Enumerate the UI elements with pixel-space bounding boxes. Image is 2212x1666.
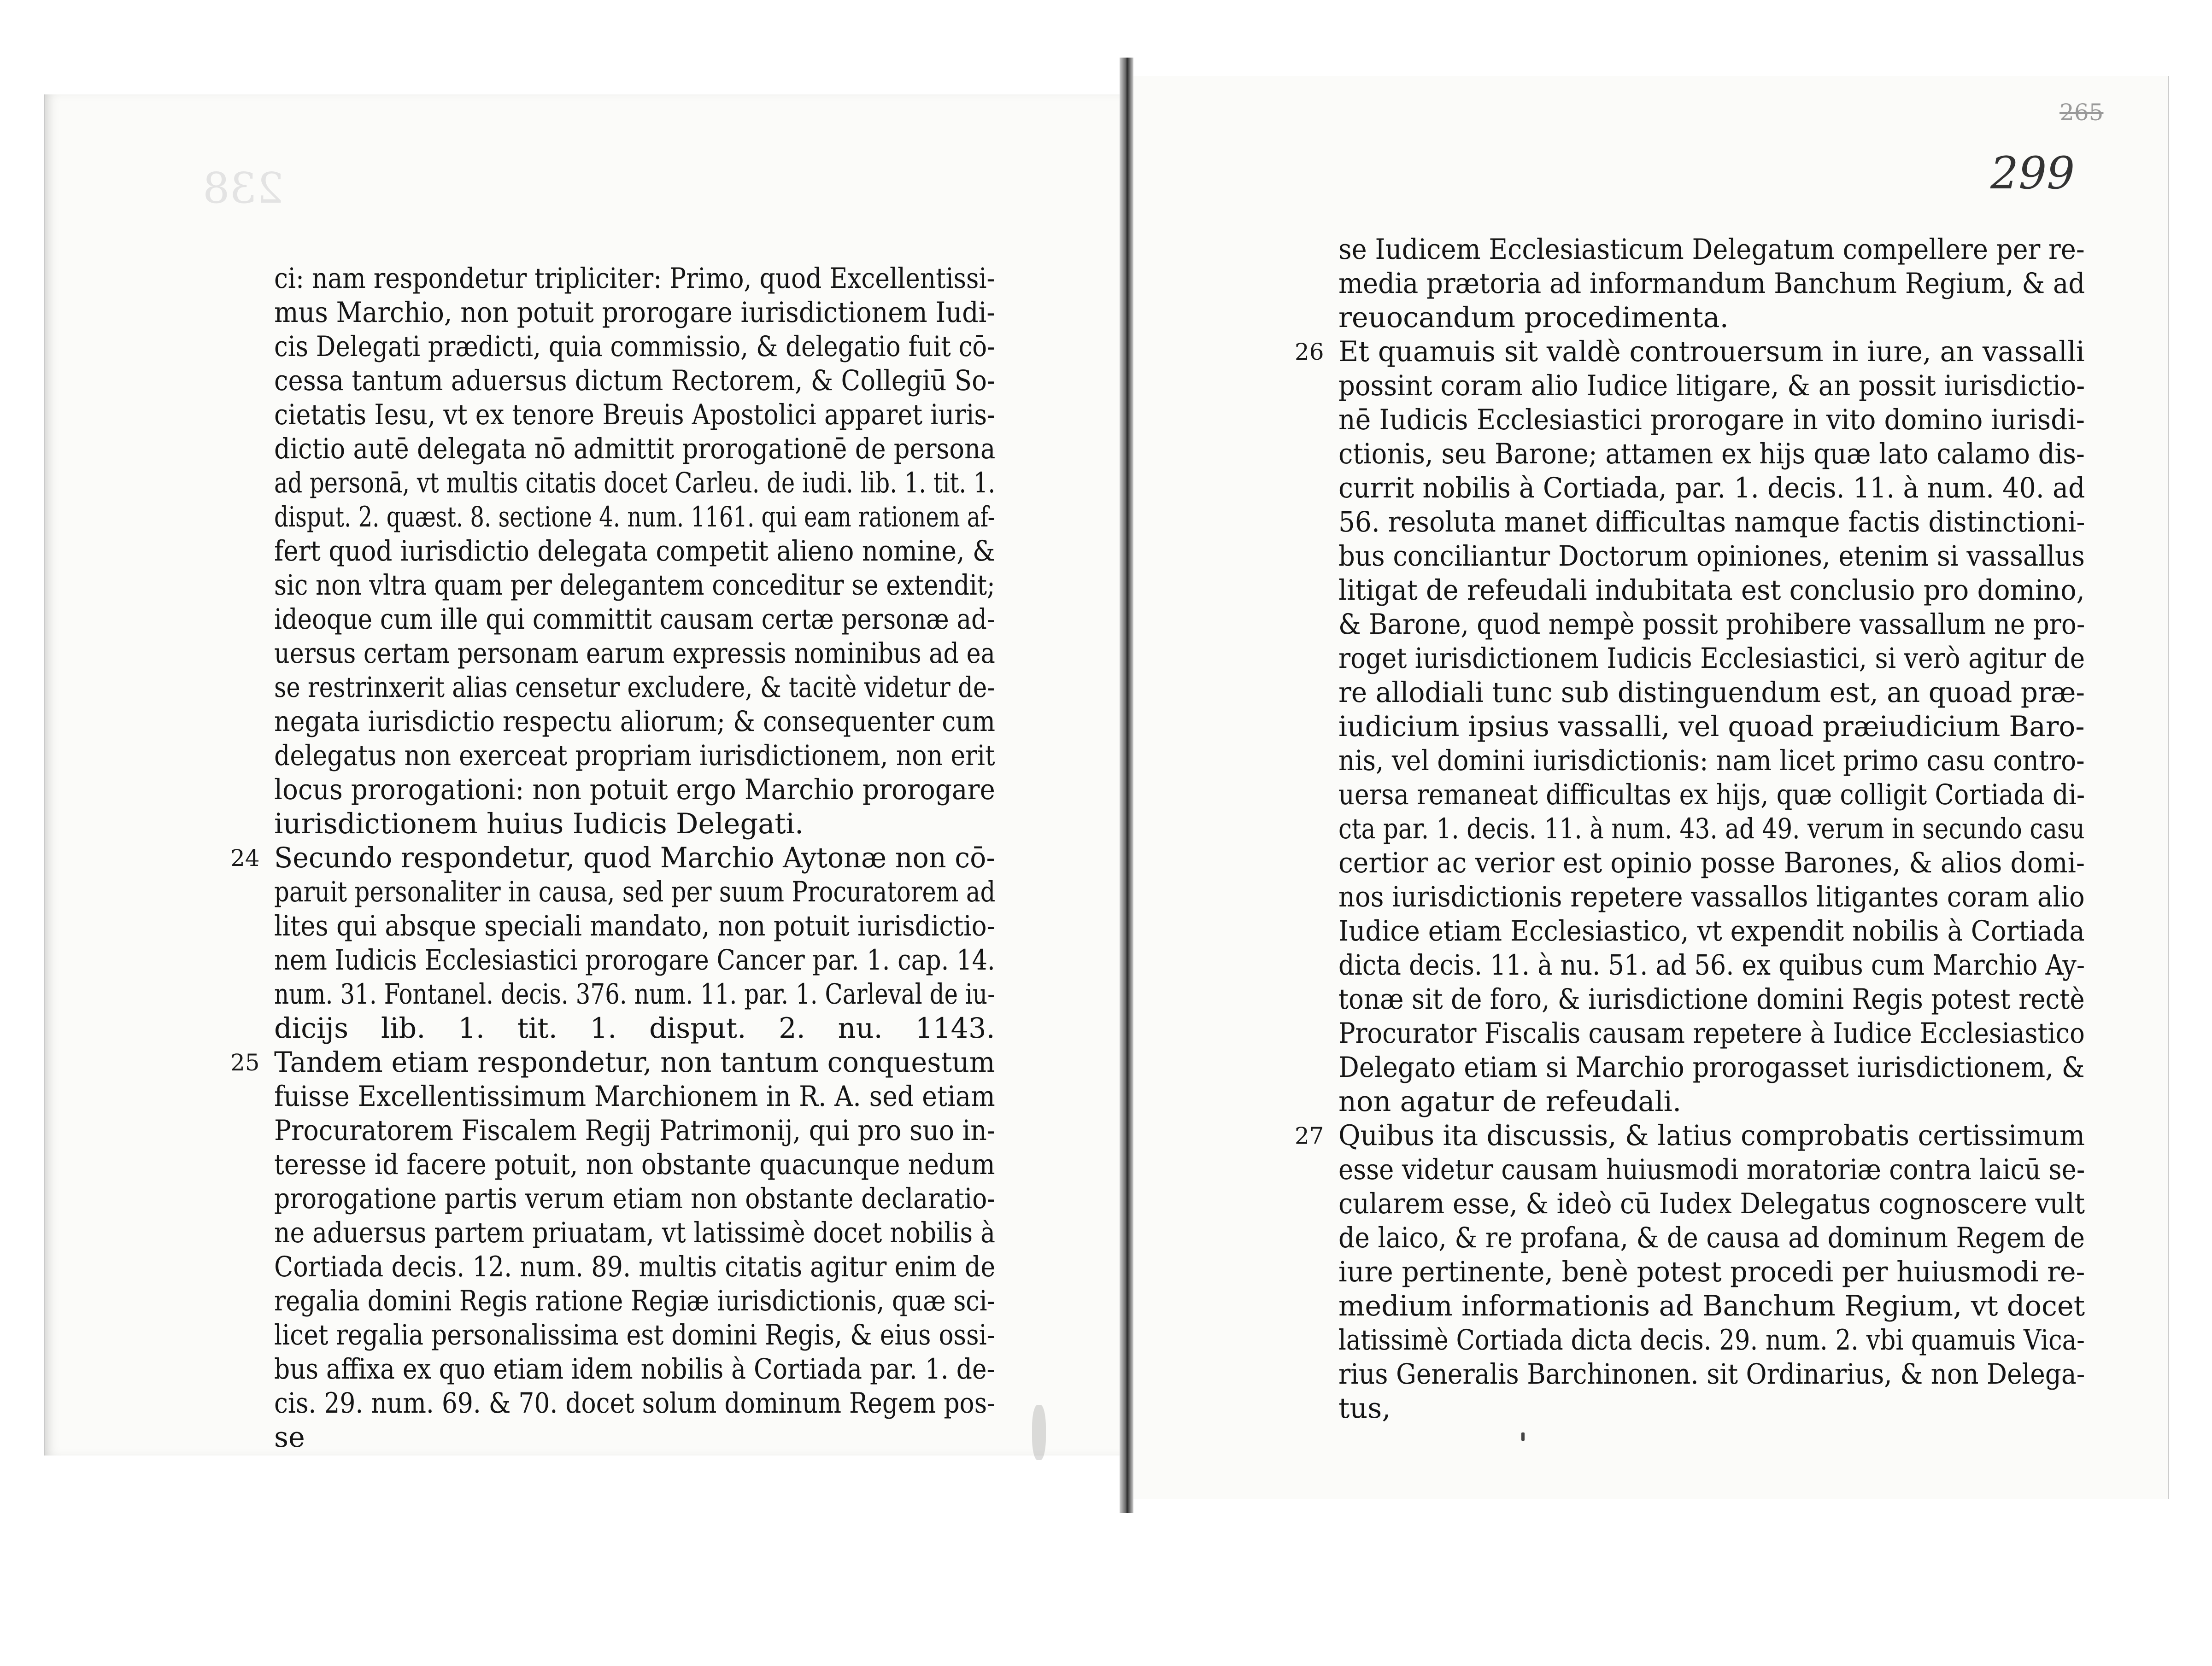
text-line [1338, 539, 2085, 573]
ink-mark [1521, 1432, 1525, 1441]
left-page-number: 238 [203, 164, 284, 213]
text-line [1338, 267, 2085, 301]
text-line-content: prorogatione partis verum etiam non obstante declaratio- [274, 1183, 996, 1215]
text-line-content: cta par. 1. decis. 11. à num. 43. ad 49. verum in secundo casu [1338, 813, 2085, 845]
left-text-column [230, 262, 996, 1455]
text-line [1338, 778, 2085, 812]
text-line [274, 500, 995, 534]
text-line-content: tus, [1338, 1392, 1391, 1425]
text-line [274, 1216, 995, 1250]
text-line [1338, 573, 2085, 608]
text-line-content: media prætoria ad informandum Banchum Regium, & ad [1338, 268, 2085, 300]
text-line [274, 1352, 995, 1386]
text-line [1338, 710, 2085, 744]
text-line-content: uersus certam personam earum expressis nominibus ad ea [274, 637, 995, 670]
text-line [274, 262, 995, 296]
text-line-content: bus affixa ex quo etiam idem nobilis à Cortiada par. 1. de- [274, 1353, 995, 1385]
text-line-content: nos iurisdictionis repetere vassallos litigantes coram alio [1338, 881, 2085, 913]
text-line [1338, 1085, 2085, 1119]
text-line [274, 1080, 995, 1114]
text-line-content: ci: nam respondetur tripliciter: Primo, quod Excellentissi- [274, 263, 995, 295]
text-line [1338, 403, 2085, 437]
text-line-content: dicta decis. 11. à nu. 51. ad 56. ex quibus cum Marchio Ay- [1338, 949, 2085, 982]
text-line-content: Cortiada decis. 12. num. 89. multis citatis agitur enim de [274, 1251, 996, 1283]
text-line-content: ctionis, seu Barone; attamen ex hijs quæ lato calamo dis- [1338, 438, 2085, 470]
text-line-content: certior ac verior est opinio posse Barones, & alios domi- [1338, 847, 2085, 879]
right-page-number: 299 [1990, 147, 2075, 199]
text-line-content: currit nobilis à Cortiada, par. 1. decis. 11. à num. 40. ad [1338, 472, 2085, 504]
text-line [1338, 505, 2085, 539]
text-line-content: se restrinxerit alias censetur excludere, & tacitè videtur de- [274, 672, 995, 704]
text-line [274, 1148, 995, 1182]
text-line [1338, 676, 2085, 710]
text-line [1338, 1391, 2085, 1426]
text-line-content: iudicium ipsius vassalli, vel quoad præiudicium Baro- [1338, 711, 2085, 743]
margin-paragraph-number: 26 [1295, 339, 1324, 365]
margin-paragraph-number: 24 [230, 845, 260, 871]
text-line-content: cularem esse, & ideò cū Iudex Delegatus cognoscere vult [1338, 1188, 2085, 1220]
text-line [1338, 1323, 2085, 1357]
text-line-content: re allodiali tunc sub distinguendum est, an quoad præ- [1338, 677, 2085, 709]
text-line-content: iurisdictionem huius Iudicis Delegati. [274, 808, 804, 840]
text-line [274, 602, 995, 637]
text-line [274, 1114, 995, 1148]
text-line-content: roget iurisdictionem Iudicis Ecclesiastici, si verò agitur de [1338, 643, 2085, 675]
margin-paragraph-number: 27 [1295, 1122, 1324, 1149]
text-line-content: lites qui absque speciali mandato, non potuit iurisdictio- [274, 910, 996, 942]
text-line [274, 1386, 995, 1420]
text-line [274, 466, 995, 500]
text-line-content: & Barone, quod nempè possit prohibere vassallum ne pro- [1338, 608, 2085, 641]
text-line-content: uersa remaneat difficultas ex hijs, quæ colligit Cortiada di- [1338, 779, 2085, 811]
text-line-content: esse videtur causam huiusmodi moratoriæ contra laicū se- [1338, 1154, 2085, 1186]
text-line [1338, 1357, 2085, 1391]
text-line [274, 977, 995, 1011]
text-line-content: locus prorogationi: non potuit ergo Marchio prorogare [274, 774, 995, 806]
margin-paragraph-number: 25 [230, 1049, 260, 1076]
text-line [274, 705, 995, 739]
text-line [1338, 948, 2085, 982]
book-gutter [1120, 58, 1133, 1513]
text-line-content: Quibus ita discussis, & latius comprobatis certissimum [1338, 1120, 2085, 1152]
text-line [274, 1420, 995, 1455]
text-line-content: nis, vel domini iurisdictionis: nam licet primo casu contro- [1338, 745, 2085, 777]
text-line-content: latissimè Cortiada dicta decis. 29. num. 2. vbi quamuis Vica- [1338, 1324, 2085, 1356]
text-line-content: dictio autē delegata nō admittit prorogationē de persona [274, 433, 996, 465]
text-line-content: ad personā, vt multis citatis docet Carleu. de iudi. lib. 1. tit. 1. [274, 467, 996, 499]
text-line [274, 534, 995, 568]
text-line-content: medium informationis ad Banchum Regium, vt docet [1338, 1290, 2085, 1322]
text-line [274, 807, 995, 841]
text-line-content: fuisse Excellentissimum Marchionem in R. A. sed etiam [274, 1081, 995, 1113]
text-line [274, 1284, 995, 1318]
text-line [274, 671, 995, 705]
text-line-content: iure pertinente, benè potest procedi per huiusmodi re- [1338, 1256, 2085, 1288]
text-line [1338, 608, 2085, 642]
text-line-content: de laico, & re profana, & de causa ad dominum Regem de [1338, 1222, 2085, 1254]
right-text-column [1295, 233, 2085, 1426]
text-line [1338, 1221, 2085, 1255]
text-line [1338, 1017, 2085, 1051]
text-line [1338, 1153, 2085, 1187]
text-line [1338, 982, 2085, 1017]
text-line [1338, 233, 2085, 267]
text-line [1338, 471, 2085, 505]
text-line-content: Et quamuis sit valdè controuersum in iure, an vassalli [1338, 336, 2085, 368]
text-line-content: non agatur de refeudali. [1338, 1086, 1682, 1118]
text-line-content: delegatus non exerceat propriam iurisdictionem, non erit [274, 740, 995, 772]
text-line-content: Iudice etiam Ecclesiastico, vt expendit nobilis à Cortiada [1338, 915, 2085, 947]
text-line [1338, 1289, 2085, 1323]
text-line [274, 841, 995, 875]
text-line-content: cietatis Iesu, vt ex tenore Breuis Apostolici apparet iuris- [274, 399, 996, 431]
text-line [1338, 744, 2085, 778]
text-line [274, 739, 995, 773]
text-line [1338, 846, 2085, 880]
text-line [274, 1250, 995, 1284]
text-line-content: fert quod iurisdictio delegata competit alieno nomine, & [274, 535, 995, 567]
text-line-content: se Iudicem Ecclesiasticum Delegatum compellere per re- [1338, 234, 2085, 266]
text-line-content: regalia domini Regis ratione Regiæ iurisdictionis, quæ sci- [274, 1285, 996, 1317]
text-line [1338, 1187, 2085, 1221]
text-line-content: cis Delegati prædicti, quia commissio, & delegatio fuit cō- [274, 331, 996, 363]
text-line-content: sic non vltra quam per delegantem conceditur se extendit; [274, 569, 995, 602]
text-line [274, 398, 995, 432]
text-line-content: Delegato etiam si Marchio prorogasset iurisdictionem, & [1338, 1052, 2085, 1084]
text-line-content: paruit personaliter in causa, sed per suum Procuratorem ad [274, 876, 996, 908]
text-line [1338, 812, 2085, 846]
text-line-content: nem Iudicis Ecclesiastici prorogare Cancer par. 1. cap. 14. [274, 944, 995, 976]
text-line-content: dicijs lib. 1. tit. 1. disput. 2. nu. 1143. [274, 1012, 995, 1045]
struck-folio-number: 265 [2059, 99, 2104, 126]
text-line-content: negata iurisdictio respectu aliorum; & consequenter cum [274, 706, 995, 738]
text-line [274, 943, 995, 977]
text-line [274, 637, 995, 671]
text-line-content: reuocandum procedimenta. [1338, 302, 1729, 334]
text-line-content: Procurator Fiscalis causam repetere à Iudice Ecclesiastico [1338, 1017, 2085, 1050]
text-line-content: licet regalia personalissima est domini Regis, & eius ossi- [274, 1319, 995, 1351]
text-line-content: possint coram alio Iudice litigare, & an possit iurisdictio- [1338, 370, 2085, 402]
text-line [274, 909, 995, 943]
text-line [1338, 1051, 2085, 1085]
text-line [274, 296, 995, 330]
text-line [1338, 437, 2085, 471]
text-line-content: mus Marchio, non potuit prorogare iurisdictionem Iudi- [274, 297, 996, 329]
text-line-content: cessa tantum aduersus dictum Rectorem, & Collegiū So- [274, 365, 996, 397]
text-line-content: teresse id facere potuit, non obstante quacunque nedum [274, 1149, 995, 1181]
text-line [1338, 642, 2085, 676]
text-line-content: Secundo respondetur, quod Marchio Aytonæ non cō- [274, 842, 996, 874]
text-line [1338, 880, 2085, 914]
text-line-content: ideoque cum ille qui committit causam certæ personæ ad- [274, 603, 995, 636]
text-line [1338, 369, 2085, 403]
ink-smudge [1032, 1405, 1046, 1460]
text-line-content: Procuratorem Fiscalem Regij Patrimonij, qui pro suo in- [274, 1115, 996, 1147]
text-line [1338, 1119, 2085, 1153]
text-line-content: litigat de refeudali indubitata est conclusio pro domino, [1338, 574, 2085, 607]
text-line-content: se [274, 1421, 305, 1454]
text-line-content: nē Iudicis Ecclesiastici prorogare in vito domino iurisdi- [1338, 404, 2085, 436]
text-line [1338, 914, 2085, 948]
text-line [274, 1318, 995, 1352]
text-line-content: 56. resoluta manet difficultas namque factis distinctioni- [1338, 506, 2085, 538]
text-line [274, 1046, 995, 1080]
text-line [274, 875, 995, 909]
text-line-content: num. 31. Fontanel. decis. 376. num. 11. par. 1. Carleval de iu- [274, 978, 995, 1011]
text-line-content: disput. 2. quæst. 8. sectione 4. num. 1161. qui eam rationem af- [274, 501, 995, 533]
text-line [274, 330, 995, 364]
text-line [274, 773, 995, 807]
text-line [274, 568, 995, 602]
text-line [1338, 335, 2085, 369]
text-line-content: rius Generalis Barchinonen. sit Ordinarius, & non Delega- [1338, 1358, 2085, 1391]
text-line-content: tonæ sit de foro, & iurisdictione domini Regis potest rectè [1338, 983, 2085, 1016]
text-line [274, 1011, 995, 1046]
text-line [274, 1182, 995, 1216]
text-line-content: bus conciliantur Doctorum opiniones, etenim si vassallus [1338, 540, 2085, 573]
text-line-content: cis. 29. num. 69. & 70. docet solum dominum Regem pos- [274, 1387, 996, 1420]
text-line-content: ne aduersus partem priuatam, vt latissimè docet nobilis à [274, 1217, 996, 1249]
text-line [274, 432, 995, 466]
text-line [1338, 1255, 2085, 1289]
text-line [274, 364, 995, 398]
text-line-content: Tandem etiam respondetur, non tantum conquestum [274, 1046, 995, 1079]
text-line [1338, 301, 2085, 335]
